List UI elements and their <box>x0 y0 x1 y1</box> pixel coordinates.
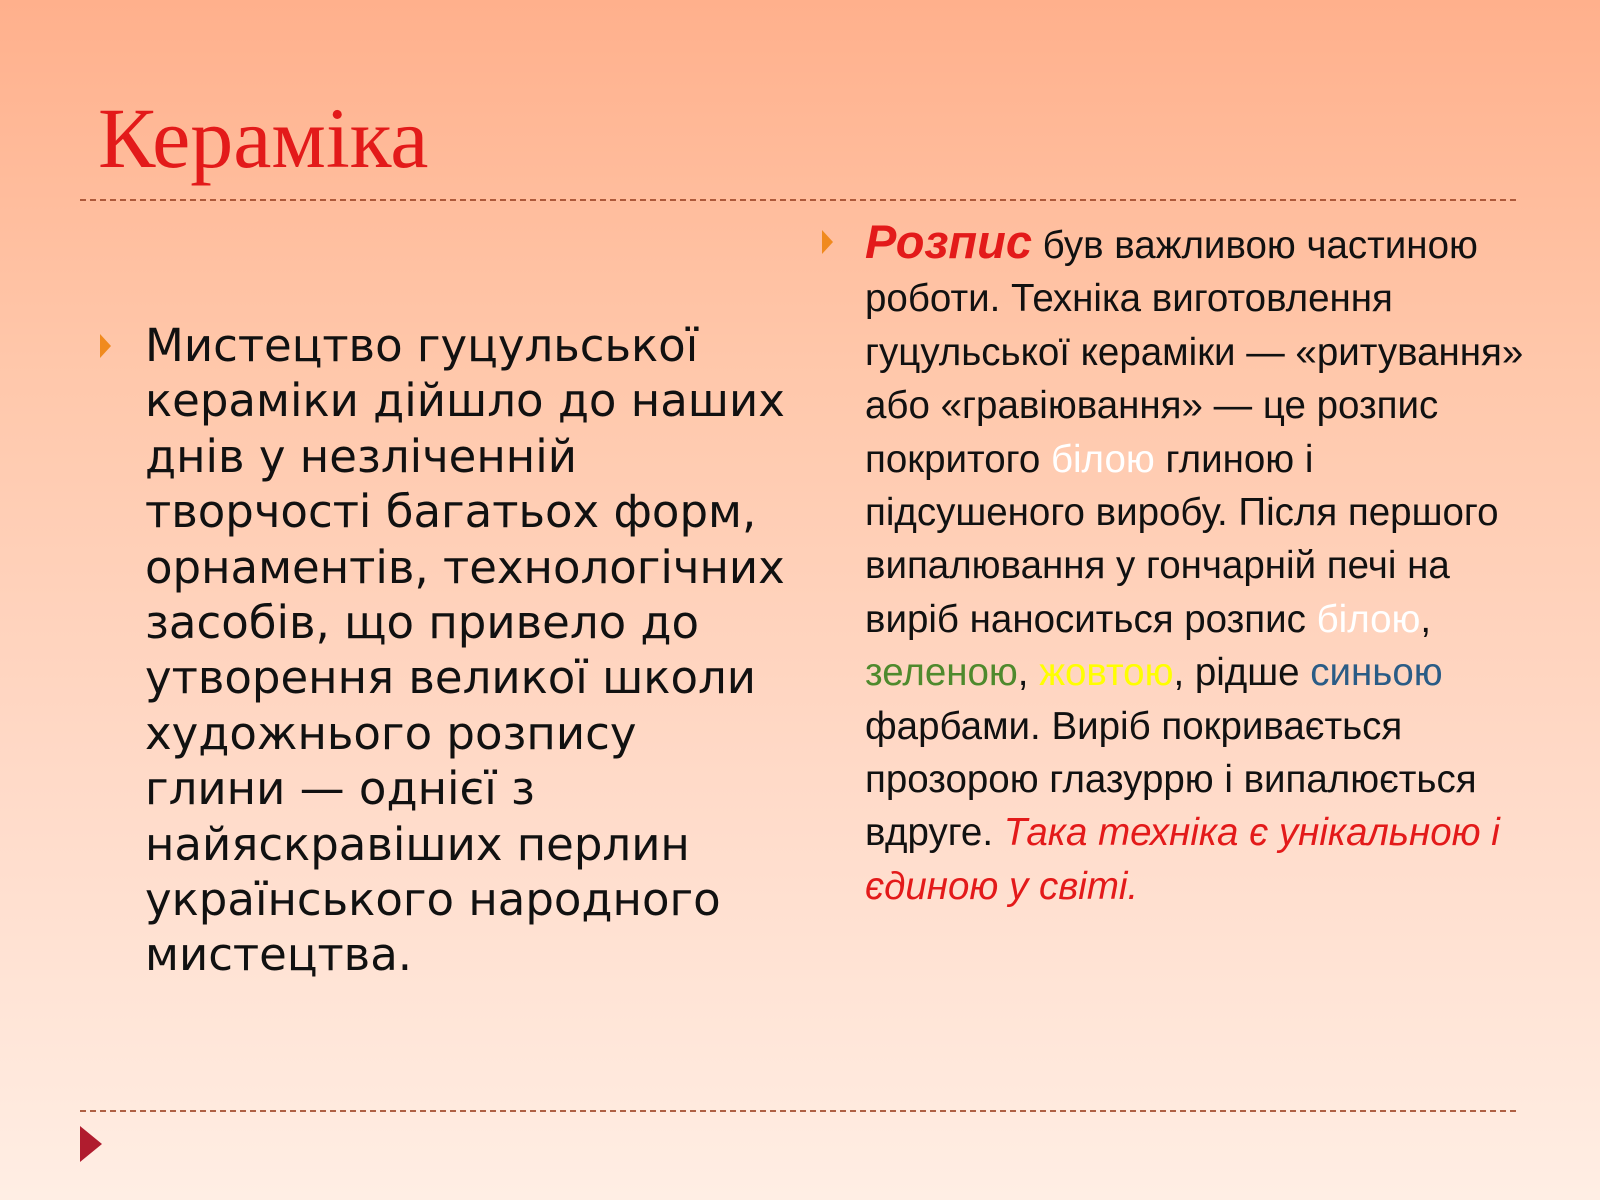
text-segment: був важливою частиною роботи. Техніка виготовлення гуцульської кераміки — «ритування» або «гравіювання» — це розпис покритого <box>865 224 1524 481</box>
slide-title: Кераміка <box>98 90 429 186</box>
text-segment: , <box>1017 651 1040 695</box>
accent-sentence: Така техніка є унікальною і єдиною у світі. <box>865 811 1500 908</box>
bottom-divider <box>80 1110 1516 1112</box>
white-word: білою <box>1050 437 1155 481</box>
top-divider <box>80 199 1516 201</box>
white-word: білою <box>1316 597 1421 641</box>
bullet-triangle-icon <box>100 334 111 358</box>
right-paragraph <box>865 215 1525 913</box>
yellow-word: жовтою <box>1039 651 1174 695</box>
left-paragraph: Мистецтво гуцульської кераміки дійшло до наших днів у незліченній творчості багатьох форм, орнаментів, технологічних засобів, що привело до утворення великої школи художнього розпису глини — однієї з найяскравіших перлин українського народного мистецтва. <box>145 319 785 982</box>
blue-word: синьою <box>1310 651 1443 695</box>
text-segment: фарбами. Виріб покривається прозорою глазуррю і випалюється вдруге. <box>865 704 1477 855</box>
text-segment: , <box>1420 597 1432 641</box>
green-word: зеленою <box>865 651 1018 695</box>
text-segment: , рідше <box>1173 651 1311 695</box>
corner-triangle-icon <box>80 1126 102 1162</box>
bullet-triangle-icon <box>822 230 833 254</box>
lead-word: Розпис <box>865 215 1032 268</box>
text-segment: глиною і підсушеного виробу. Після першого випалювання у гончарній печі на виріб наноситься розпис <box>865 437 1499 641</box>
